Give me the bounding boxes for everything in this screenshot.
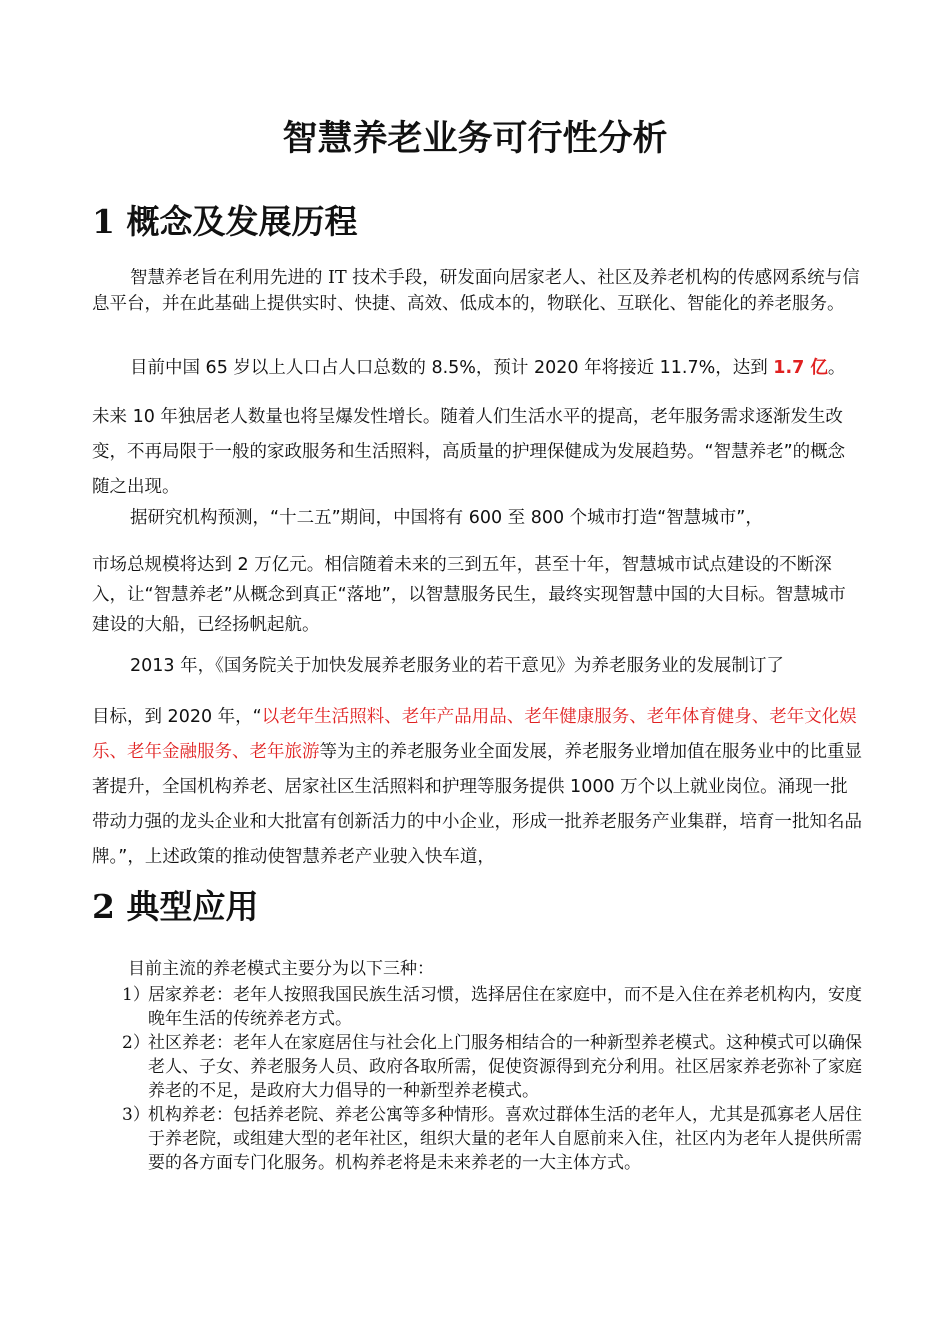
list-item-text: 社区养老：老年人在家庭居住与社会化上门服务相结合的一种新型养老模式。这种模式可以确保老人、子女、养老服务人员、政府各取所需，促使资源得到充分利用。社区居家养老弥补了家庭养老的不足，是政府大力倡导的一种新型养老模式。: [148, 1033, 862, 1101]
list-item-text: 居家养老：老年人按照我国民族生活习惯，选择居住在家庭中，而不是入住在养老机构内，安度晚年生活的传统养老方式。: [148, 985, 862, 1029]
list-item: [122, 1103, 870, 1175]
section-1-paragraph-1: 智慧养老旨在利用先进的 IT 技术手段，研发面向居家老人、社区及养老机构的传感网系统与信息平台，并在此基础上提供实时、快捷、高效、低成本的，物联化、互联化、智能化的养老服务。: [92, 268, 860, 314]
list-item-text: 机构养老：包括养老院、养老公寓等多种情形。喜欢过群体生活的老年人，尤其是孤寡老人居住于养老院，或组建大型的老年社区，组织大量的老年人自愿前来入住，社区内为老年人提供所需要的各方面专门化服务。机构养老将是未来养老的一大主体方式。: [148, 1105, 862, 1173]
paragraph-5-rest: 等为主的养老服务业全面发展，养老服务业增加值在服务业中的比重显著提升，全国机构养老、居家社区生活照料和护理等服务提供 1000 万个以上就业岗位。涌现一批带动力强的龙头企业和大批富有创新活力的中小企业，形成一批养老服务产业集群，培育一批知名品牌。”，上述政策的推动使智慧养老产业驶入快车道，: [92, 742, 862, 867]
section-1-paragraph-4-line-1: 据研究机构预测，“十二五”期间，中国将有 600 至 800 个城市打造“智慧城市”，: [130, 508, 763, 528]
list-item-number: 1）: [122, 985, 150, 1005]
service-categories-highlight: 以老年生活照料、老年产品用品、老年健康服务、老年体育健身、老年文化娱乐、老年金融服务、老年旅游: [92, 707, 857, 762]
section-1-paragraph-4: 市场总规模将达到 2 万亿元。相信随着未来的三到五年，甚至十年，智慧城市试点建设的不断深入，让“智慧养老”从概念到真正“落地”，以智慧服务民生，最终实现智慧中国的大目标。智慧城市建设的大船，已经扬帆起航。: [92, 555, 846, 635]
section-1-paragraph-5: [92, 700, 862, 875]
paragraph-2-text: 目前中国 65 岁以上人口占人口总数的 8.5%，预计 2020 年将接近 11.7%，达到: [130, 358, 774, 378]
document-title: 智慧养老业务可行性分析: [282, 119, 668, 159]
section-1-paragraph-3: 未来 10 年独居老人数量也将呈爆发性增长。随着人们生活水平的提高，老年服务需求逐渐发生改变，不再局限于一般的家政服务和生活照料，高质量的护理保健成为发展趋势。“智慧养老”的概念随之出现。: [92, 407, 846, 497]
section-1-paragraph-5-line-1: 2013 年，《国务院关于加快发展养老服务业的若干意见》为养老服务业的发展制订了: [130, 656, 784, 676]
list-item-number: 2）: [122, 1033, 150, 1053]
paragraph-5-text: 目标，到 2020 年，“: [92, 707, 262, 727]
paragraph-2-end: 。: [827, 358, 846, 378]
section-1-paragraph-2: [92, 355, 862, 381]
section-1-heading: 1 概念及发展历程: [92, 202, 358, 241]
list-item: [122, 1031, 870, 1103]
section-2-heading: 2 典型应用: [92, 887, 259, 926]
section-2-intro: 目前主流的养老模式主要分为以下三种：: [128, 959, 434, 979]
list-item: [122, 983, 870, 1031]
population-highlight: 1.7 亿: [773, 358, 828, 378]
list-item-number: 3）: [122, 1105, 150, 1125]
application-list: [122, 983, 870, 1175]
